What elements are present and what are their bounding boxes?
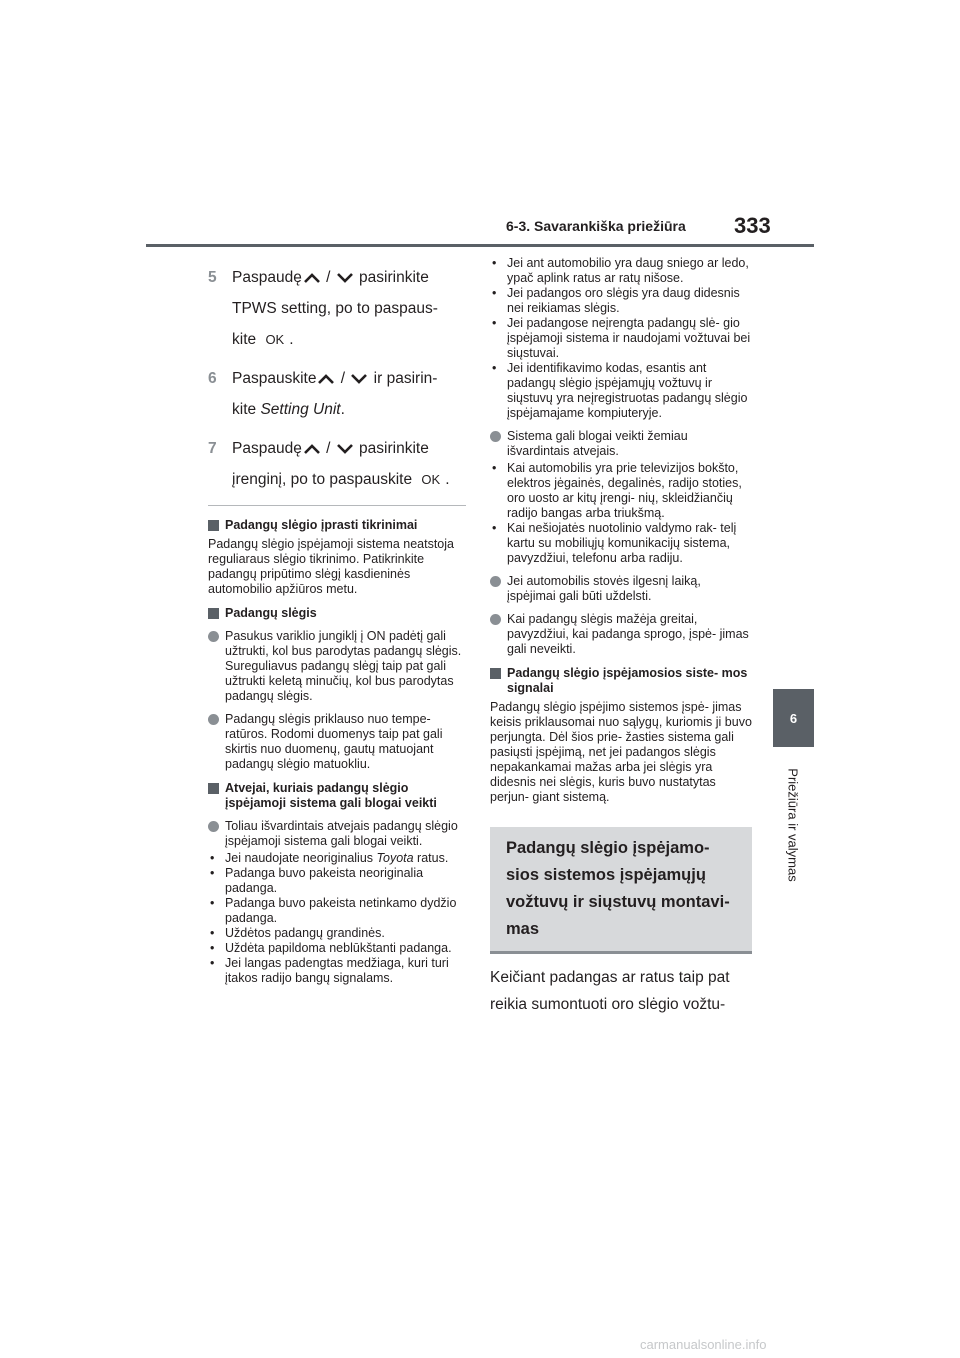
bullet-item: • Kai nešiojatės nuotolinio valdymo rak- telį kartu su mobiliųjų komunikacijų sistema, pavyzdžiui, telefonu arba radiju. [490, 521, 752, 566]
step-text: Paspaudę [232, 269, 302, 286]
bullet-item: • Jei identifikavimo kodas, esantis ant padangų slėgio įspėjamųjų vožtuvų ir siųstuvų yra neįregistruotas padangų slėgio įspėjamajame kompiuteryje. [490, 361, 752, 421]
circle-bullet-icon [208, 821, 219, 832]
step-6 [208, 363, 468, 425]
circle-bullet-icon [208, 714, 219, 725]
heading-text: Atvejai, kuriais padangų slėgio įspėjamoji sistema gali blogai veikti [225, 781, 437, 810]
step-separator: / [321, 440, 335, 457]
circle-bullet-icon [490, 431, 501, 442]
box-title-line: vožtuvų ir siųstuvų montavi- [506, 893, 730, 911]
step-text: Paspaudę [232, 440, 302, 457]
paragraph: Padangų slėgio įspėjimo sistemos įspė- jimas keisis priklausomai nuo sąlygų, kuriomis ji buvo perjungta. Dėl šios prie- žasties sistema gali pasiųsti įspėjimą, net jei padangos slėgis nepakankamai mažas arba jei slėgis yra didesnis nei slėgis, kuris buvo nustatytas perjun- giant sistemą. [490, 700, 752, 804]
step-text: pasirinkite [354, 269, 429, 286]
bullet-item: • Jei langas padengtas medžiaga, kuri turi įtakos radijo bangų signalams. [208, 956, 468, 986]
square-bullet-icon [208, 520, 219, 531]
list-item [208, 629, 468, 704]
heading-routine-checks [208, 518, 468, 533]
bullet-item: • Kai automobilis yra prie televizijos bokšto, elektros jėgainės, degalinės, radijo stoties, oro uosto ar kitų įrengi- nių, skleidžiančių radijo bangas arba triukšmą. [490, 461, 752, 521]
step-number: 7 [208, 440, 217, 457]
step-number: 6 [208, 370, 217, 387]
section-title: 6-3. Savarankiška priežiūra [506, 218, 686, 234]
step-text: kite [232, 401, 261, 418]
square-bullet-icon [208, 608, 219, 619]
body-text: Keičiant padangas ar ratus taip pat reikia sumontuoti oro slėgio vožtu- [490, 969, 730, 1013]
ok-button-glyph: OK [421, 472, 441, 487]
step-text: pasirinkite [354, 440, 429, 457]
step-text: įrenginį, po to paspauskite [232, 471, 413, 488]
bullet-item: • Uždėta papildoma neblūkštanti padanga. [208, 941, 468, 956]
square-bullet-icon [490, 668, 501, 679]
step-separator: / [336, 370, 350, 387]
step-7 [208, 433, 468, 495]
step-number: 5 [208, 269, 217, 286]
chevron-up-icon [302, 271, 322, 285]
heading-text: Padangų slėgis [225, 606, 317, 620]
item-text: ratus. [413, 851, 449, 865]
item-text: Padangų slėgis priklauso nuo tempe- ratūros. Rodomi duomenys taip pat gali skirtis nuo duomenų, gautų matuojant padangų slėgio matuokliu. [225, 712, 443, 771]
item-text: Pasukus variklio jungiklį į ON padėtį gali užtrukti, kol bus parodytas padangų slėgis. Sureguliavus padangų slėgį taip pat gali užtrukti keletą minučių, kol bus parodytas padangų slėgis. [225, 629, 462, 703]
circle-bullet-icon [490, 576, 501, 587]
step-5 [208, 262, 468, 355]
chevron-up-icon [302, 442, 322, 456]
item-text: Kai padangų slėgis mažėja greitai, pavyzdžiui, kai padanga sprogo, įspė- jimas gali neveikti. [507, 612, 749, 656]
bullet-item: • Padanga buvo pakeista netinkamo dydžio padanga. [208, 896, 468, 926]
heading-text: Padangų slėgio įprasti tikrinimai [225, 518, 418, 532]
header-rule [146, 244, 814, 247]
chapter-tab-label [773, 755, 814, 895]
bullet-item: • Padanga buvo pakeista neoriginalia padanga. [208, 866, 468, 896]
list-item [490, 612, 752, 657]
setting-unit-label: Setting Unit [260, 401, 341, 418]
bullet-item: • Jei padangose neįrengta padangų slė- gio įspėjamoji sistema ir naudojami vožtuvai bei siųstuvai. [490, 316, 752, 361]
chapter-tab-text: Priežiūra ir valymas [785, 768, 801, 882]
bullet-item: • Jei padangos oro slėgis yra daug didesnis nei reikiamas slėgis. [490, 286, 752, 316]
right-column [490, 256, 752, 1018]
left-column [208, 262, 468, 986]
heading-warning-signals [490, 666, 752, 696]
item-text: Toliau išvardintais atvejais padangų slėgio įspėjamoji sistema gali blogai veikti. [225, 819, 458, 848]
step-separator: / [321, 269, 335, 286]
heading-malfunction-cases [208, 781, 468, 811]
chapter-tab-number: 6 [773, 689, 814, 747]
item-text: Jei naudojate neoriginalius [225, 851, 377, 865]
list-item [490, 574, 752, 604]
box-title-line: sios sistemos įspėjamųjų [506, 866, 706, 884]
circle-bullet-icon [490, 614, 501, 625]
list-item [208, 819, 468, 849]
item-text: Sistema gali blogai veikti žemiau išvardintais atvejais. [507, 429, 688, 458]
paragraph: Padangų slėgio įspėjamoji sistema neatstoja reguliaraus slėgio tikrinimo. Patikrinkite padangų pripūtimo slėgį kasdieninės automobilio apžiūros metu. [208, 537, 454, 596]
step-text: . [289, 331, 294, 348]
ok-button-glyph: OK [265, 332, 285, 347]
section-title-box [490, 827, 752, 954]
chevron-down-icon [349, 372, 369, 386]
chevron-down-icon [335, 271, 355, 285]
circle-bullet-icon [208, 631, 219, 642]
heading-tire-pressure [208, 606, 468, 621]
step-text: . [340, 401, 345, 418]
step-text: Paspauskite [232, 370, 317, 387]
bullet-item [208, 851, 468, 866]
chevron-down-icon [335, 442, 355, 456]
step-text: ir pasirin- [369, 370, 438, 387]
item-text: Jei automobilis stovės ilgesnį laiką, įspėjimai gali būti uždelsti. [507, 574, 701, 603]
heading-text: Padangų slėgio įspėjamosios siste- mos signalai [507, 666, 748, 695]
box-title-line: Padangų slėgio įspėjamo- [506, 839, 710, 857]
bullet-item: • Uždėtos padangų grandinės. [208, 926, 468, 941]
box-title-line: mas [506, 920, 540, 938]
page-number: 333 [734, 213, 771, 238]
step-text: . [445, 471, 450, 488]
bullet-item: • Jei ant automobilio yra daug sniego ar ledo, ypač aplink ratus ar ratų nišose. [490, 256, 752, 286]
section-divider [208, 505, 466, 506]
watermark: carmanualsonline.info [640, 1337, 767, 1352]
chevron-up-icon [316, 372, 336, 386]
step-text: kite [232, 331, 257, 348]
list-item [490, 429, 752, 459]
step-text: TPWS setting, po to paspaus- [232, 300, 438, 317]
brand-name: Toyota [376, 851, 414, 865]
square-bullet-icon [208, 783, 219, 794]
list-item [208, 712, 468, 772]
